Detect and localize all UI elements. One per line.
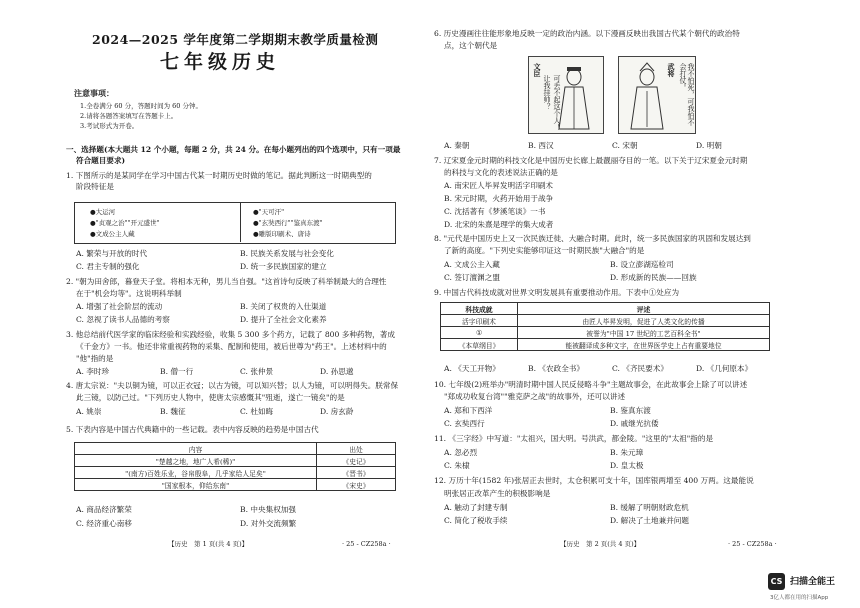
q10-option-b: B. 鉴真东渡: [610, 406, 651, 415]
watermark-tagline: 3亿人都在用的扫描App: [770, 595, 829, 601]
table-cell: 被誉为"中国 17 世纪的工艺百科全书": [518, 327, 770, 339]
q4-option-c: C. 杜如晦: [240, 407, 274, 416]
q7-stem-1: 7. 辽宋夏金元时期的科技文化是中国历史长廊上最靓丽夺目的一笔。以下关于辽宋夏金元时期: [434, 156, 748, 165]
q9-option-b: B. 《农政全书》: [528, 364, 584, 373]
q3-option-c: C. 张仲景: [240, 367, 274, 376]
footer-page-2: 【历史 第 2 页(共 4 页)】: [560, 540, 641, 548]
q6-option-c: C. 宋朝: [612, 141, 638, 150]
table-row: [441, 315, 770, 327]
q8-option-d: D. 形成新的民族——回族: [610, 273, 697, 282]
q11-option-a: A. 忽必烈: [444, 448, 478, 457]
q5-table: [74, 442, 396, 491]
notice-3: 3.考试形式为开卷。: [80, 122, 139, 130]
q1-note-6: ●雕版印刷术、唐诗: [253, 230, 311, 238]
q5-option-a: A. 商品经济繁荣: [76, 505, 132, 514]
notice-2: 2.请将各题答案填写在答题卡上。: [80, 112, 178, 120]
q6-option-b: B. 西汉: [528, 141, 554, 150]
q9-stem: 9. 中国古代科技成就对世界文明发展具有重要推动作用。下表中①处应为: [434, 288, 680, 297]
q1-stem-1: 1. 下图所示的是某同学在学习中国古代某一时期历史时做的笔记。据此判断这一时期典型的: [66, 171, 372, 180]
q5-option-d: D. 对外交流频繁: [240, 519, 297, 528]
q3-stem-3: "他"指的是: [76, 354, 114, 363]
q1-stem-2: 阶段特征是: [76, 182, 114, 191]
q2-option-a: A. 增强了社会阶层的流动: [76, 302, 163, 311]
q12-option-d: D. 解决了土地兼并问题: [610, 516, 689, 525]
q3-option-a: A. 李时珍: [76, 367, 110, 376]
q9-table: [440, 302, 770, 351]
q5-stem: 5. 下表内容是中国古代典籍中的一些记载。表中内容反映的趋势是中国古代: [66, 425, 319, 434]
q4-option-d: D. 房玄龄: [320, 407, 354, 416]
q1-note-3: ●文成公主人藏: [90, 230, 135, 238]
table-cell: "楚越之地，地广人希(稀)": [75, 455, 317, 467]
q11-option-c: C. 朱棣: [444, 461, 470, 470]
table-cell: ①: [441, 327, 518, 339]
q12-stem-1: 12. 万历十年(1582 年)张居正去世时，太仓积累可支十年，国库银两增至 400 万两。这最能说: [434, 476, 754, 485]
table-row: [441, 339, 770, 351]
footer-code-2: · 25 - CZ258a ·: [728, 540, 777, 548]
q4-option-b: B. 魏征: [160, 407, 186, 416]
q1-option-c: C. 君主专制的强化: [76, 262, 140, 271]
table-header-cell: 出处: [317, 443, 396, 455]
table-cell: 由匠人毕昇发明，促进了人类文化的传播: [518, 315, 770, 327]
q7-stem-2: 的科技与文化的表述说法正确的是: [444, 168, 558, 177]
q2-stem-1: 2. "朝为田舍郎，暮登天子堂。将相本无种，男儿当自强。"这首诗句反映了科举制最大的合理性: [66, 277, 387, 286]
q8-option-c: C. 签订澶渊之盟: [444, 273, 500, 282]
table-header-row: [441, 303, 770, 315]
q4-option-a: A. 姚崇: [76, 407, 102, 416]
q12-option-a: A. 触动了封建专制: [444, 503, 508, 512]
cartoon-label-civil: 文臣: [533, 63, 542, 77]
q7-option-b: B. 宋元时期，火药开始用于战争: [444, 194, 554, 203]
table-cell: "国家根本，仰给东南": [75, 479, 317, 491]
q10-stem-2: "郑成功收复台湾""雅克萨之战"的故事外，还可以讲述: [444, 392, 626, 401]
q6-option-a: A. 秦朝: [444, 141, 470, 150]
watermark-name: 扫描全能王: [790, 577, 836, 587]
table-cell: 活字印刷术: [441, 315, 518, 327]
table-header-cell: 内容: [75, 443, 317, 455]
q8-stem-1: 8. "元代是中国历史上又一次民族迁徙、大融合时期。此时，统一多民族国家的巩固和发展达到: [434, 234, 751, 243]
q6-cartoon-military-general: [618, 56, 696, 134]
table-header-cell: 科技成就: [441, 303, 518, 315]
q2-option-b: B. 关闭了权贵的入仕渠道: [240, 302, 327, 311]
q11-option-b: B. 朱元璋: [610, 448, 644, 457]
q4-stem-2: 此三镜，以防己过。"下列历史人物中，使唐太宗感慨其"殂逝，遂亡一镜矣"的是: [76, 393, 345, 402]
q3-stem-1: 3. 他总结前代医学家的临床经验和实践经验，收集 5 300 多个药方，记载了 800 多种药物，著成: [66, 330, 395, 339]
cartoon-speech-2: 可丢不起这个人！: [553, 75, 561, 131]
exam-subject: 七年级历史: [160, 51, 281, 73]
q11-option-d: D. 皇太极: [610, 461, 644, 470]
q9-option-a: A. 《天工开物》: [444, 364, 500, 373]
table-row: [441, 327, 770, 339]
q10-option-d: D. 戚继光抗倭: [610, 419, 659, 428]
q10-option-a: A. 郑和下西洋: [444, 406, 493, 415]
q3-stem-2: 《千金方》一书。他还非常重视药物的采集、配制和使用，被后世尊为"药王"。上述材料中的: [76, 342, 387, 351]
table-cell: 《宋史》: [317, 479, 396, 491]
q1-option-a: A. 繁荣与开放的时代: [76, 249, 148, 258]
notice-1: 1.全卷满分 60 分，答题时间为 60 分钟。: [80, 102, 203, 110]
q7-option-c: C. 沈括著有《梦溪笔谈》一书: [444, 207, 546, 216]
q7-option-d: D. 北宋的朱熹是理学的集大成者: [444, 220, 554, 229]
camscanner-logo-icon: CS: [768, 573, 785, 590]
exam-page-2: [430, 0, 860, 608]
q1-note-4: ●"天可汗": [253, 208, 285, 216]
q1-note-1: ●大运河: [90, 208, 116, 216]
q6-option-d: D. 明朝: [696, 141, 722, 150]
q8-option-b: B. 设立澎湖巡检司: [610, 260, 674, 269]
footer-code-1: · 25 - CZ258a ·: [342, 540, 391, 548]
table-cell: 《史记》: [317, 455, 396, 467]
table-row: [75, 467, 396, 479]
q5-option-c: C. 经济重心南移: [76, 519, 132, 528]
table-header-cell: 评述: [518, 303, 770, 315]
q5-option-b: B. 中央集权加强: [240, 505, 296, 514]
table-cell: "(南方)百姓乐业，谷帛殷阜，几乎家给人足矣": [75, 467, 317, 479]
table-header-row: [75, 443, 396, 455]
q2-option-d: D. 提升了全社会文化素养: [240, 315, 327, 324]
q6-stem-1: 6. 历史漫画往往能形象地反映一定的政治内涵。以下漫画反映出我国古代某个朝代的政治特: [434, 29, 740, 38]
q9-option-d: D. 《几何原本》: [696, 364, 753, 373]
table-cell: 《晋书》: [317, 467, 396, 479]
cartoon-label-military: 武将: [667, 63, 676, 77]
q1-option-b: B. 民族关系发展与社会变化: [240, 249, 334, 258]
q1-note-2: ●"贞观之治""开元盛世": [90, 219, 160, 227]
q4-stem-1: 4. 唐太宗说："夫以铜为镜，可以正衣冠；以古为镜，可以知兴替；以人为镜，可以明得失。朕常保: [66, 381, 399, 390]
table-row: [75, 455, 396, 467]
table-cell: 能被翻译成多种文字，在世界医学史上占有重要地位: [518, 339, 770, 351]
q12-option-c: C. 简化了税收手续: [444, 516, 508, 525]
q10-stem-1: 10. 七年级(2)班举办"明清时期中国人民反侵略斗争"主题故事会，在此故事会上除了可以讲述: [434, 380, 748, 389]
q11-stem: 11. 《三字经》中写道："太祖兴，国大明。号洪武，都金陵。"这里的"太祖"指的是: [434, 434, 714, 443]
q10-option-c: C. 玄奘西行: [444, 419, 485, 428]
exam-title: 2024—2025 学年度第二学期期末教学质量检测: [92, 32, 379, 47]
q2-stem-2: 在于"机会均等"。这说明科举制: [76, 289, 182, 298]
q7-option-a: A. 南宋匠人毕昇发明活字印刷术: [444, 181, 554, 190]
notice-title: 注意事项：: [74, 88, 114, 98]
q12-option-b: B. 缓解了明朝财政危机: [610, 503, 689, 512]
q1-note-5: ●"玄奘西行""鉴真东渡": [253, 219, 323, 227]
q3-option-d: D. 孙思邈: [320, 367, 354, 376]
q2-option-c: C. 忽视了读书人品德的考察: [76, 315, 170, 324]
q8-option-a: A. 文成公主入藏: [444, 260, 500, 269]
footer-page-1: 【历史 第 1 页(共 4 页)】: [168, 540, 249, 548]
q3-option-b: B. 僧一行: [160, 367, 194, 376]
section-heading-line2: 符合题目要求): [76, 156, 126, 165]
cartoon-speech-1: 让我挂帅？: [543, 75, 551, 110]
table-cell: 《本草纲目》: [441, 339, 518, 351]
q1-option-d: D. 统一多民族国家的建立: [240, 262, 327, 271]
q12-stem-2: 明张居正改革产生的积极影响是: [444, 489, 551, 498]
q8-stem-2: 了新的高度。"下列史实能够印证这一时期民族"大融合"的是: [444, 246, 645, 255]
q9-option-c: C. 《齐民要术》: [612, 364, 668, 373]
q6-cartoon-civil-official: [528, 56, 604, 134]
section-heading-line1: 一、选择题(本大题共 12 个小题，每题 2 分，共 24 分。在每小题列出的四个选项中，只有一项最: [66, 145, 401, 154]
cartoon-speech-3: 我不怕死，可我怕不会打仗。: [679, 63, 695, 126]
q6-stem-2: 点，这个朝代是: [444, 41, 498, 50]
table-row: [75, 479, 396, 491]
